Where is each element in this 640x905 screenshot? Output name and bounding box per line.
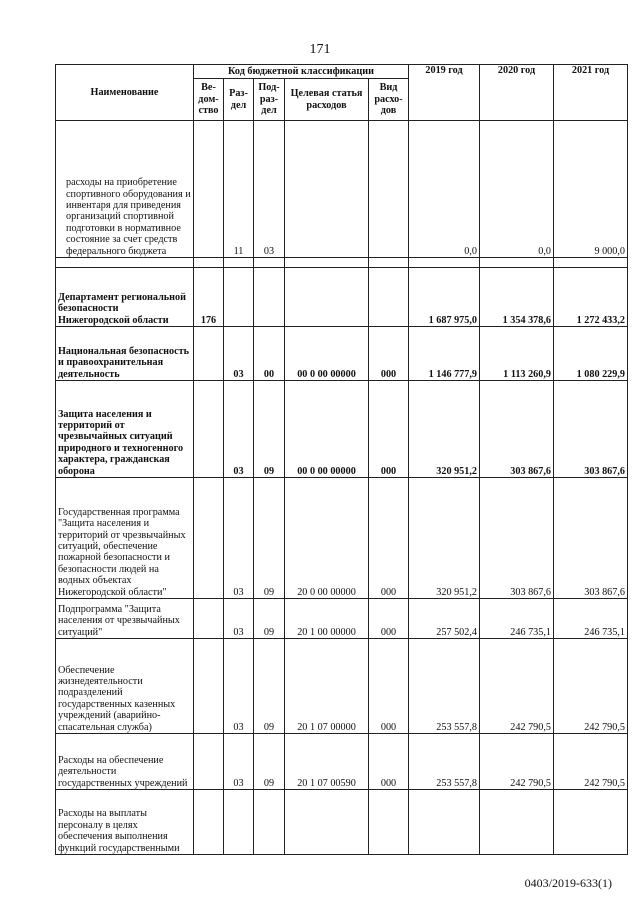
row-podrazdel: 03: [254, 121, 285, 258]
row-vid: 000: [369, 478, 409, 599]
row-target: 20 1 00 00000: [285, 599, 369, 639]
row-2020: 242 790,5: [480, 639, 554, 734]
row-razdel: 03: [224, 381, 254, 478]
row-podrazdel: 00: [254, 327, 285, 381]
spacer-row: [56, 258, 628, 268]
row-2021: 1 080 229,9: [554, 327, 628, 381]
header-vid: Вид расхо-дов: [369, 79, 409, 121]
row-ved: [194, 121, 224, 258]
row-vid: 000: [369, 734, 409, 790]
row-2019: 257 502,4: [409, 599, 480, 639]
table-row: [56, 381, 628, 478]
row-vid: 000: [369, 599, 409, 639]
row-2021: [554, 790, 628, 855]
row-2020: 303 867,6: [480, 478, 554, 599]
document-code: 0403/2019-633(1): [524, 876, 612, 890]
row-name: Департамент региональной безопасности Нижегородской области: [56, 268, 194, 327]
row-razdel: 11: [224, 121, 254, 258]
row-target: [285, 268, 369, 327]
table-row: [56, 478, 628, 599]
row-2019: 320 951,2: [409, 478, 480, 599]
table-row: [56, 599, 628, 639]
row-2020: 1 354 378,6: [480, 268, 554, 327]
row-2019: 253 557,8: [409, 639, 480, 734]
row-target: 20 1 07 00000: [285, 639, 369, 734]
table-row: [56, 639, 628, 734]
row-vid: [369, 790, 409, 855]
row-2021: 246 735,1: [554, 599, 628, 639]
row-name: расходы на приобретение спортивного оборудования и инвентаря для приведения организаций спортивной подготовки в нормативное состояние за счет средств федерального бюджета: [56, 121, 194, 258]
row-2021: 303 867,6: [554, 478, 628, 599]
row-2021: 1 272 433,2: [554, 268, 628, 327]
row-name: Обеспечение жизнедеятельности подразделений государственных казенных учреждений (аварийно-спасательная служба): [56, 639, 194, 734]
header-2019: 2019 год: [409, 65, 480, 121]
row-razdel: 03: [224, 599, 254, 639]
header-classification: Код бюджетной классификации: [194, 65, 409, 79]
table-row: [56, 121, 628, 258]
row-2020: 1 113 260,9: [480, 327, 554, 381]
row-ved: [194, 478, 224, 599]
row-2021: 9 000,0: [554, 121, 628, 258]
row-razdel: 03: [224, 734, 254, 790]
row-vid: 000: [369, 639, 409, 734]
row-name: Расходы на обеспечение деятельности государственных учреждений: [56, 734, 194, 790]
row-vid: [369, 268, 409, 327]
row-2019: 1 687 975,0: [409, 268, 480, 327]
header-name: Наименование: [56, 65, 194, 121]
row-2019: 253 557,8: [409, 734, 480, 790]
row-name: Национальная безопасность и правоохранительная деятельность: [56, 327, 194, 381]
row-vid: 000: [369, 327, 409, 381]
row-target: 20 1 07 00590: [285, 734, 369, 790]
row-name: Расходы на выплаты персоналу в целях обеспечения выполнения функций государственными: [56, 790, 194, 855]
row-razdel: [224, 268, 254, 327]
row-vid: [369, 121, 409, 258]
row-ved: [194, 790, 224, 855]
row-2021: 242 790,5: [554, 639, 628, 734]
row-target: [285, 790, 369, 855]
row-ved: [194, 599, 224, 639]
row-ved: [194, 734, 224, 790]
row-name: Государственная программа "Защита населения и территорий от чрезвычайных ситуаций, обеспечение пожарной безопасности и безопасности людей на водных объектах Нижегородской области": [56, 478, 194, 599]
row-name: Защита населения и территорий от чрезвычайных ситуаций природного и техногенного характера, гражданская оборона: [56, 381, 194, 478]
row-name: Подпрограмма "Защита населения от чрезвычайных ситуаций": [56, 599, 194, 639]
row-razdel: 03: [224, 327, 254, 381]
header-podrazdel: Под-раз-дел: [254, 79, 285, 121]
row-podrazdel: 09: [254, 381, 285, 478]
row-2019: [409, 790, 480, 855]
row-ved: [194, 327, 224, 381]
row-2020: 303 867,6: [480, 381, 554, 478]
row-razdel: 03: [224, 639, 254, 734]
row-ved: 176: [194, 268, 224, 327]
row-target: 00 0 00 00000: [285, 381, 369, 478]
row-2019: 0,0: [409, 121, 480, 258]
row-target: 20 0 00 00000: [285, 478, 369, 599]
row-2019: 320 951,2: [409, 381, 480, 478]
row-podrazdel: 09: [254, 599, 285, 639]
header-2020: 2020 год: [480, 65, 554, 121]
row-2020: 242 790,5: [480, 734, 554, 790]
row-2020: 246 735,1: [480, 599, 554, 639]
header-razdel: Раз-дел: [224, 79, 254, 121]
row-podrazdel: [254, 790, 285, 855]
header-target: Целевая статья расходов: [285, 79, 369, 121]
row-2020: [480, 790, 554, 855]
row-razdel: 03: [224, 478, 254, 599]
row-vid: 000: [369, 381, 409, 478]
row-target: 00 0 00 00000: [285, 327, 369, 381]
row-target: [285, 121, 369, 258]
row-podrazdel: [254, 268, 285, 327]
page-number: 171: [309, 42, 331, 57]
table-row: [56, 790, 628, 855]
row-2019: 1 146 777,9: [409, 327, 480, 381]
row-podrazdel: 09: [254, 639, 285, 734]
row-2021: 303 867,6: [554, 381, 628, 478]
row-razdel: [224, 790, 254, 855]
row-ved: [194, 381, 224, 478]
budget-table: [55, 64, 628, 855]
header-ved: Ве-дом-ство: [194, 79, 224, 121]
row-2020: 0,0: [480, 121, 554, 258]
row-podrazdel: 09: [254, 734, 285, 790]
header-2021: 2021 год: [554, 65, 628, 121]
row-ved: [194, 639, 224, 734]
row-podrazdel: 09: [254, 478, 285, 599]
table-row: [56, 734, 628, 790]
row-2021: 242 790,5: [554, 734, 628, 790]
table-row: [56, 327, 628, 381]
table-row: [56, 268, 628, 327]
